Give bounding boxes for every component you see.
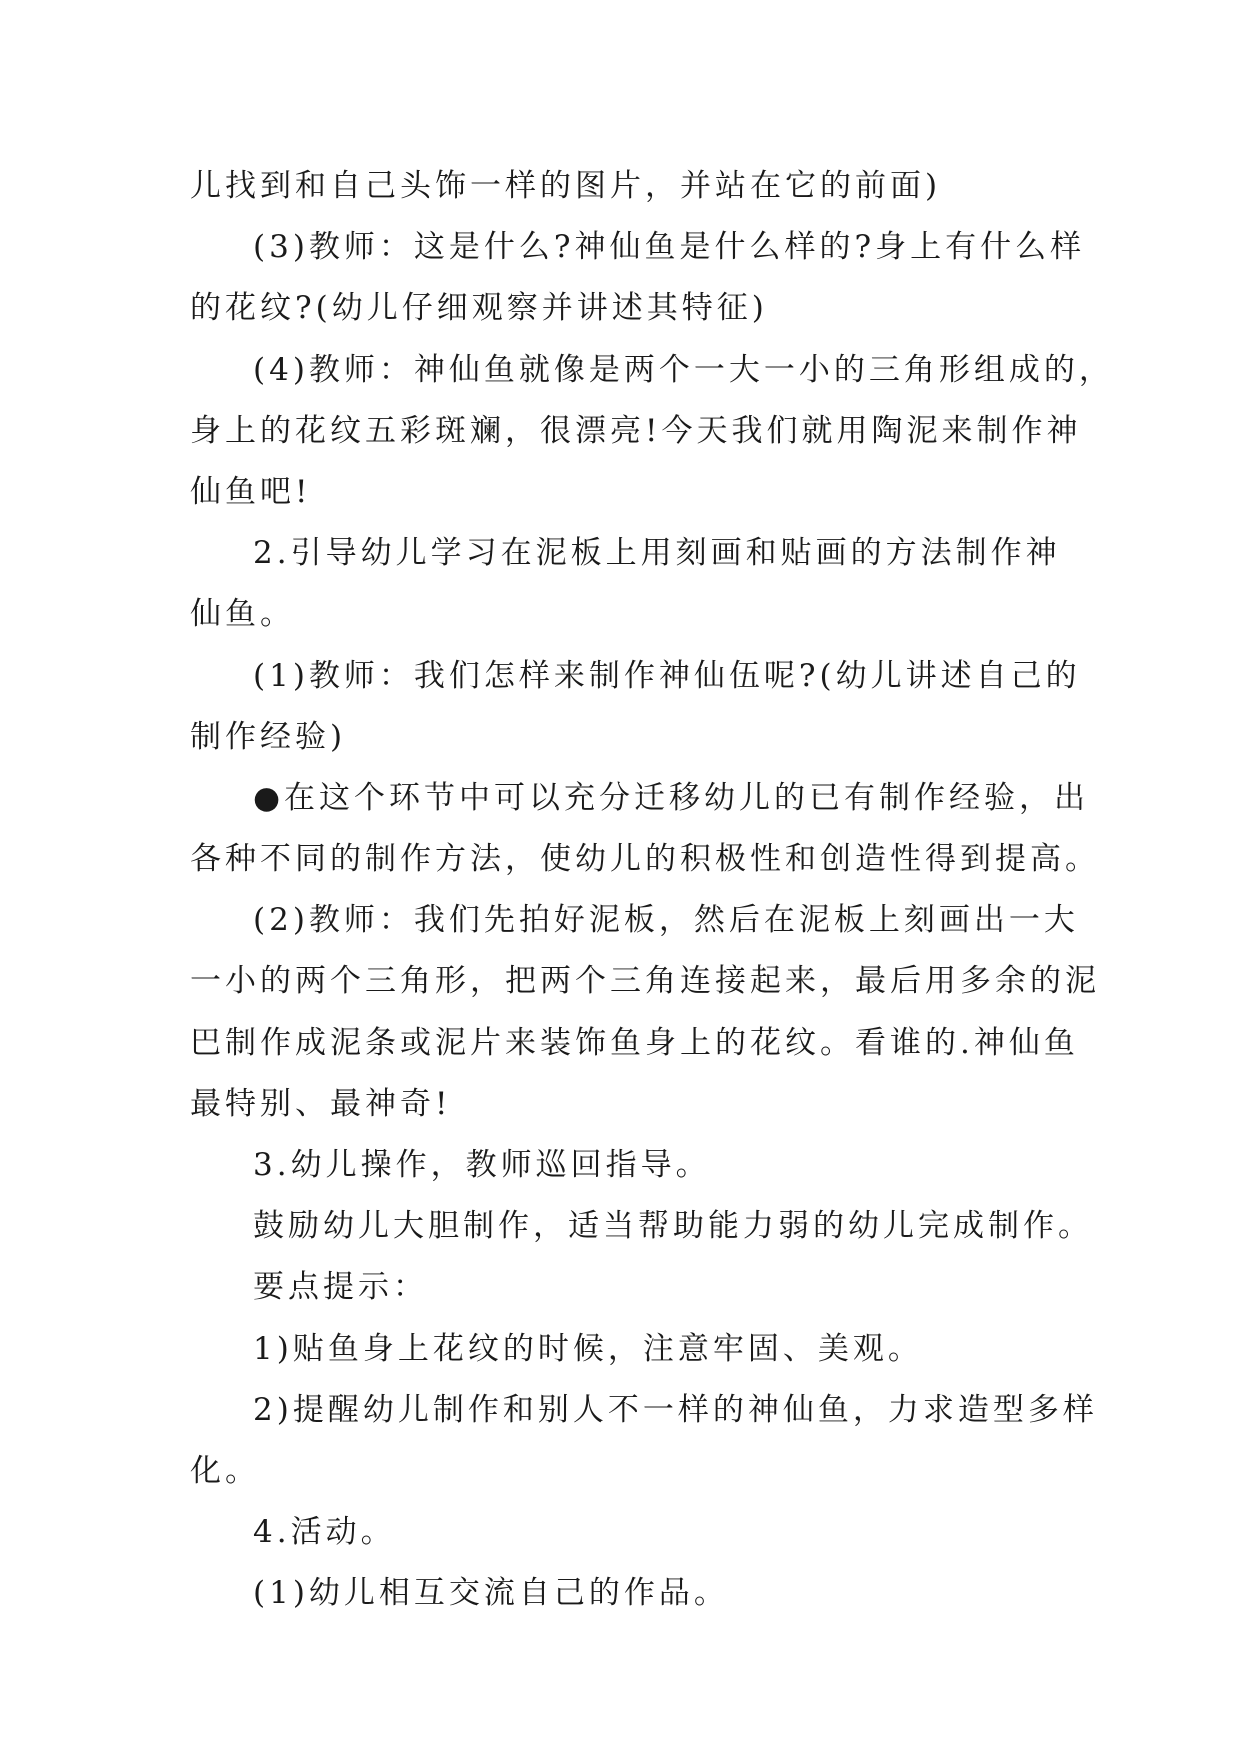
text-line: 最特别、最神奇!	[190, 1085, 452, 1122]
text-line: 要点提示：	[253, 1269, 428, 1306]
text-line: 4.活动。	[253, 1514, 396, 1551]
text-line: 各种不同的制作方法，使幼儿的积极性和创造性得到提高。	[190, 841, 1100, 878]
text-line: 化。	[190, 1452, 260, 1489]
text-line: 巴制作成泥条或泥片来装饰鱼身上的花纹。看谁的.神仙鱼	[190, 1024, 1079, 1061]
text-line: 身上的花纹五彩斑斓，很漂亮!今天我们就用陶泥来制作神	[190, 412, 1082, 449]
text-line: 仙鱼。	[190, 596, 295, 633]
text-line: (1)幼儿相互交流自己的作品。	[253, 1575, 729, 1612]
text-line: 2.引导幼儿学习在泥板上用刻画和贴画的方法制作神	[253, 535, 1061, 572]
text-line: ●在这个环节中可以充分迁移幼儿的已有制作经验，出	[253, 779, 1090, 816]
text-line: 仙鱼吧!	[190, 473, 312, 510]
text-line: 儿找到和自己头饰一样的图片，并站在它的前面)	[190, 168, 942, 204]
text-line: (1)教师：我们怎样来制作神仙伍呢?(幼儿讲述自己的	[253, 657, 1081, 694]
text-line: (2)教师：我们先拍好泥板，然后在泥板上刻画出一大	[253, 902, 1079, 939]
text-line: 2)提醒幼儿制作和别人不一样的神仙鱼，力求造型多样	[253, 1391, 1098, 1428]
body-text	[190, 156, 1114, 1625]
text-line: 一小的两个三角形，把两个三角连接起来，最后用多余的泥	[190, 963, 1100, 1000]
text-line: 3.幼儿操作，教师巡回指导。	[253, 1147, 711, 1183]
text-line: 鼓励幼儿大胆制作，适当帮助能力弱的幼儿完成制作。	[253, 1208, 1093, 1245]
text-line: 的花纹?(幼儿仔细观察并讲述其特征)	[190, 290, 768, 327]
text-line: 制作经验)	[190, 718, 347, 755]
text-line: (3)教师：这是什么?神仙鱼是什么样的?身上有什么样	[253, 229, 1086, 266]
text-line: 1)贴鱼身上花纹的时候，注意牢固、美观。	[253, 1330, 923, 1367]
text-line: (4)教师：神仙鱼就像是两个一大一小的三角形组成的，	[253, 351, 1114, 388]
